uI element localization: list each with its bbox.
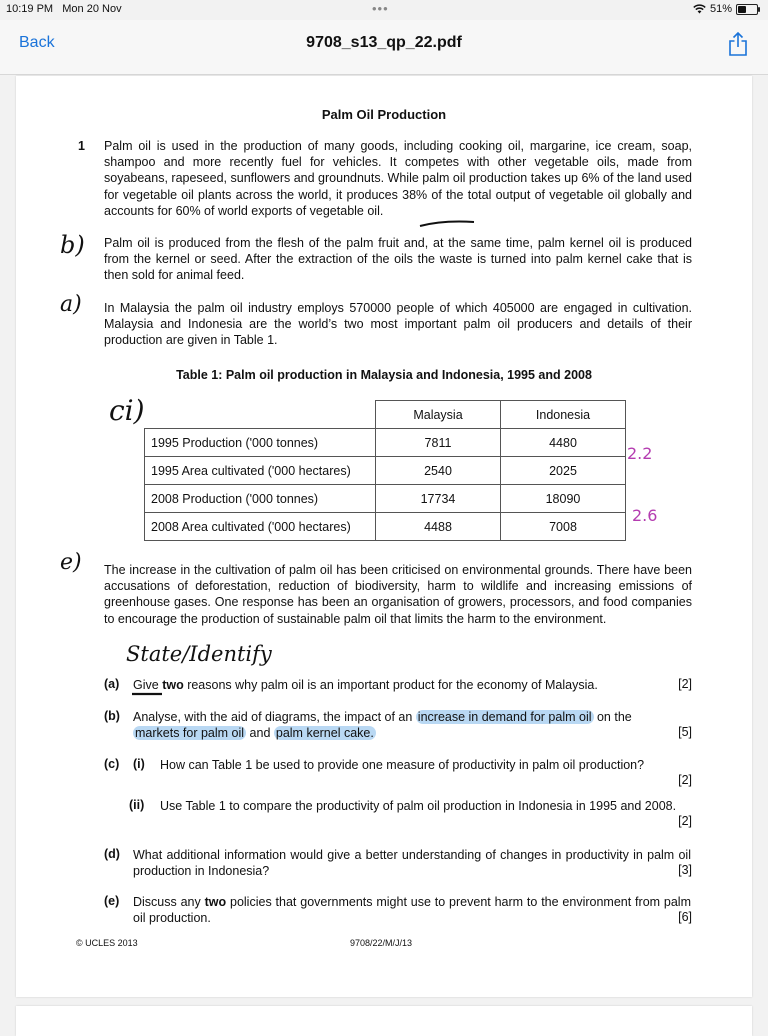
table-row [145,485,626,513]
table-row [145,429,626,457]
question-c-i-marks: [2] [678,773,692,787]
status-indicators [693,3,758,15]
table-row [145,457,626,485]
handwritten-ratio: 2.6 [632,506,658,525]
table-row [145,513,626,541]
question-d-marks: [3] [678,863,692,877]
handwritten-underline [130,690,166,698]
row-label: 2008 Area cultivated ('000 hectares) [145,513,376,541]
question-e-letter: (e) [104,894,120,908]
paragraph-4: The increase in the cultivation of palm oil has been criticised on environmental grounds. There have been accusations of deforestation, reduction of biodiversity, harm to wildlife and increasing emissions of greenhouse gases. One response has been an organisation of growers, processors, and food companies to encourage the production of sustainable palm oil that limits the harm to the environment. [104,563,692,626]
row-label: 2008 Production ('000 tonnes) [145,485,376,513]
row-label: 1995 Production ('000 tonnes) [145,429,376,457]
question-a-marks: [2] [678,677,692,691]
document-filename: 9708_s13_qp_22.pdf [306,34,462,51]
handwritten-label: b) [60,231,85,259]
status-time: 10:19 PM Mon 20 Nov [6,3,122,15]
question-e-marks: [6] [678,910,692,924]
handwritten-label: e) [60,550,82,575]
question-c-ii-letter: (ii) [129,798,145,812]
table-cell: 2025 [501,457,626,485]
highlight: markets for palm oil [135,726,245,741]
question-a-letter: (a) [104,677,120,691]
handwritten-note: State/Identify [126,642,272,666]
table-cell: 7008 [501,513,626,541]
question-c-i-text: How can Table 1 be used to provide one measure of productivity in palm oil production? [160,758,645,772]
paragraph-1: Palm oil is used in the production of many goods, including cooking oil, margarine, ice cream, soap, shampoo and more recently fuel for vehicles. It competes with other vegetable oils, made from soyabeans, rapeseed, sunflowers and groundnuts. While palm oil production takes up 6% of the land used for vegetable oil plants across the world, it produces 38% of the total output of vegetable oil globally and accounts for 60% of world exports of vegetable oil. [104,139,692,218]
back-button[interactable]: Back [19,34,55,51]
column-header: Malaysia [376,401,501,429]
next-pdf-page[interactable] [16,1006,752,1036]
battery-percent: 51% [709,3,732,15]
question-b-letter: (b) [104,709,120,723]
highlight: palm kernel cake. [275,726,374,741]
footer-copyright: © UCLES 2013 [76,938,138,948]
handwritten-underline [418,218,478,230]
multitasking-dots-icon[interactable]: ••• [372,1,389,16]
question-b-marks: [5] [678,725,692,739]
table-cell: 4488 [376,513,501,541]
question-d-text: What additional information would give a better understanding of changes in productivity in palm oil production in Indonesia? [133,848,691,879]
table-cell: 4480 [501,429,626,457]
table-cell: 18090 [501,485,626,513]
highlight: increase in demand for palm oil [417,710,592,724]
handwritten-label: a) [60,292,82,317]
table-cell: 7811 [376,429,501,457]
handwritten-ratio: 2.2 [627,444,653,463]
table-caption: Table 1: Palm oil production in Malaysia and Indonesia, 1995 and 2008 [176,368,592,382]
question-c-ii-marks: [2] [678,814,692,828]
paragraph-3: In Malaysia the palm oil industry employs 570000 people of which 405000 are engaged in cultivation. Malaysia and Indonesia are the world’s two most important palm oil producers and details of their production are given in Table 1. [104,301,692,348]
production-table [144,400,626,541]
question-e-text: Discuss any two policies that governments might use to prevent harm to the environment from palm oil production. [133,895,692,926]
battery-icon [736,4,758,15]
question-number: 1 [78,139,85,153]
question-c-i-letter: (i) [133,757,145,771]
question-b-text: Analyse, with the aid of diagrams, the impact of an increase in demand for palm oil on the markets for palm oil and palm kernel cake. [133,710,632,741]
wifi-icon [693,4,706,14]
paragraph-2: Palm oil is produced from the flesh of the palm fruit and, at the same time, palm kernel oil is produced from the kernel or seed. After the extraction of the oils the waste is turned into palm kernel cake that is then sold for animal feed. [104,236,692,283]
document-title: Palm Oil Production [321,107,447,122]
footer-code: 9708/22/M/J/13 [350,938,413,948]
handwritten-label: ci) [109,394,145,427]
table-cell: 2540 [376,457,501,485]
question-c-ii-text: Use Table 1 to compare the productivity of palm oil production in Indonesia in 1995 and 2008. [160,799,677,813]
table-cell: 17734 [376,485,501,513]
table-header-row [145,401,626,429]
question-d-letter: (d) [104,847,120,861]
share-icon[interactable] [728,31,748,57]
row-label: 1995 Area cultivated ('000 hectares) [145,457,376,485]
pdf-page[interactable] [16,76,752,997]
column-header: Indonesia [501,401,626,429]
question-a-text: Give two reasons why palm oil is an important product for the economy of Malaysia. [133,678,598,692]
question-c-letter: (c) [104,757,120,771]
navigation-bar [0,20,768,75]
status-bar [0,0,768,20]
